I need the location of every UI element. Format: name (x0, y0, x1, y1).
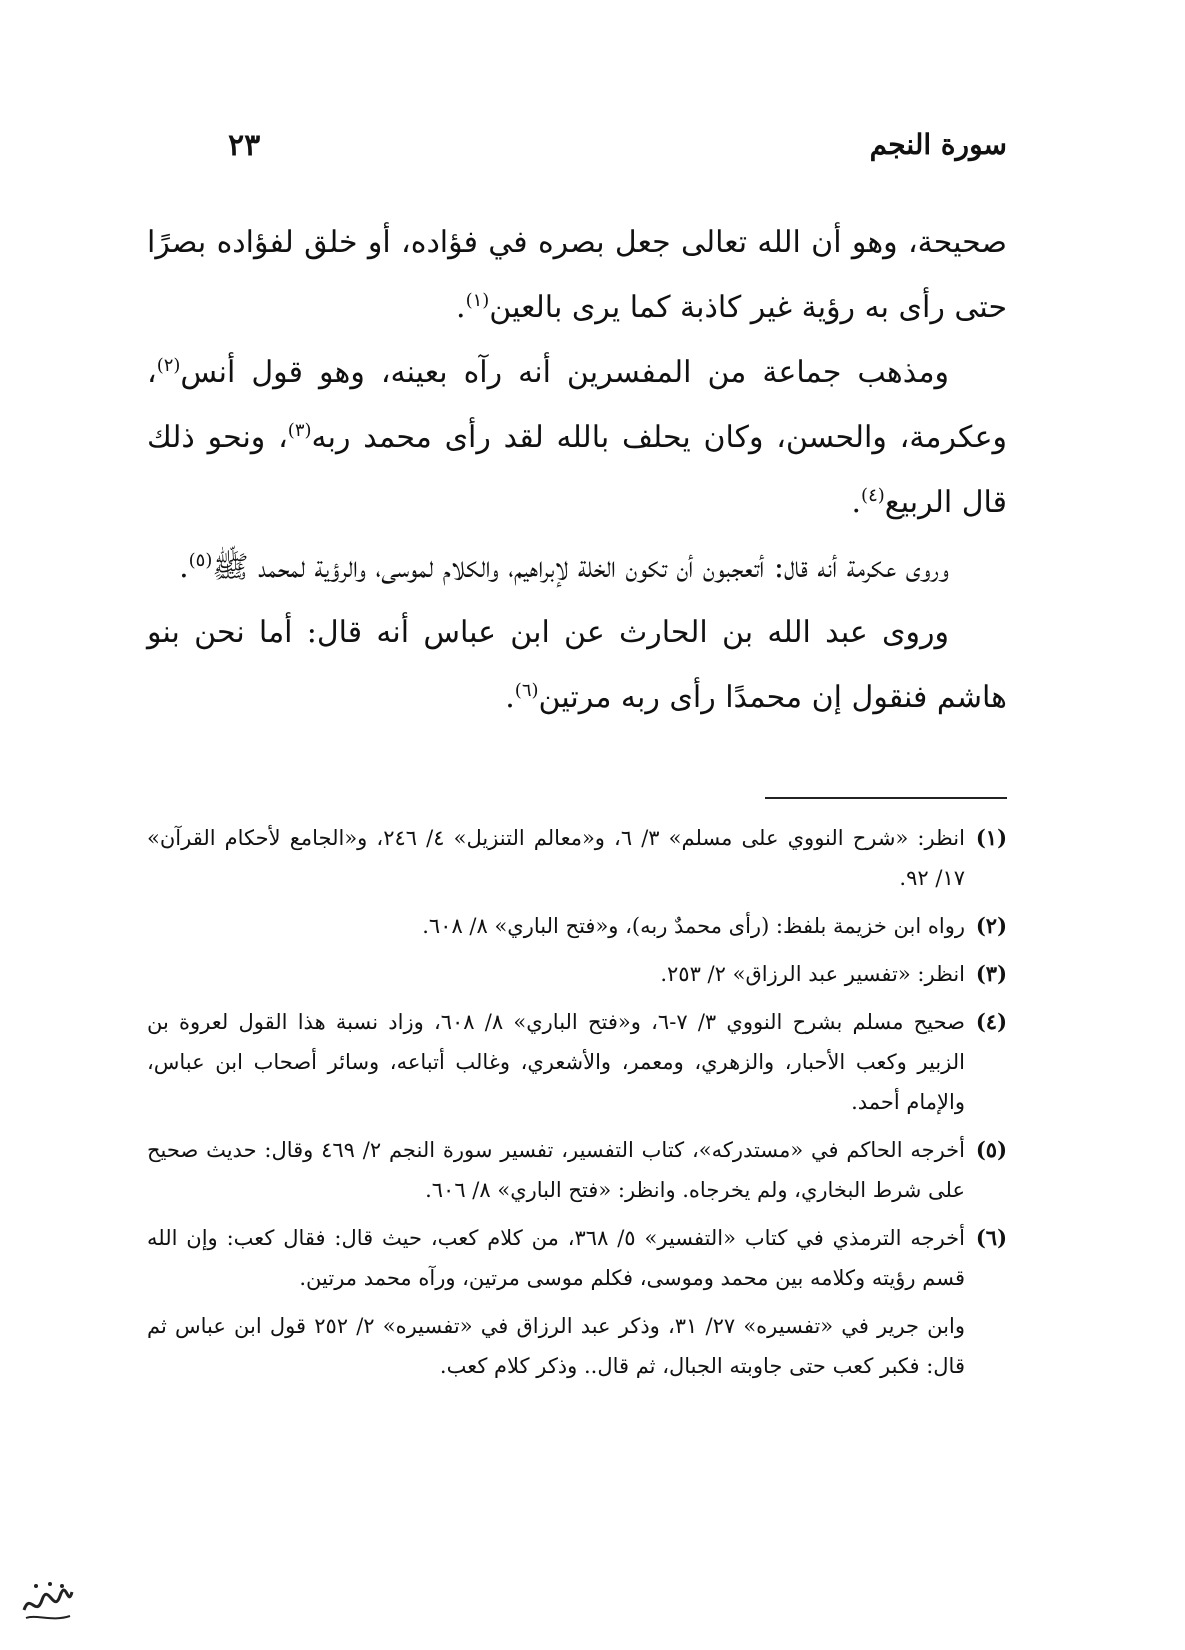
paragraph-3: وروى عكرمة أنه قال: أتعجبون أن تكون الخلة لإبراهيم، والكلام لموسى، والرؤية لمحمد ﷺ$^{(٥)}$. (179, 550, 949, 585)
page-number: ٢٣ (228, 128, 261, 163)
paragraph-1: صحيحة، وهو أن الله تعالى جعل بصره في فؤاده، أو خلق لفؤاده بصرًا حتى رأى به رؤية غير كاذبة كما يرى بالعين$^{(١)}$. (147, 225, 1007, 325)
footnote-ref-4: (٤) (861, 485, 885, 506)
footnote-separator (765, 797, 1007, 799)
footnote-1 (147, 818, 1007, 898)
footnote-number: (٥) (975, 1137, 1007, 1162)
footnote-ref-2: (٢) (156, 355, 181, 376)
footnote-number: (٦) (975, 1225, 1007, 1250)
footnote-text: صحيح مسلم بشرح النووي ٣/ ٧-٦، و«فتح الباري» ٨/ ٦٠٨، وزاد نسبة هذا القول لعروة بن الزبير وكعب الأحبار، والزهري، ومعمر، والأشعري، وغالب أتباعه، وسائر أصحاب ابن عباس، والإمام أحمد. (147, 1010, 965, 1114)
footnote-text: انظر: «شرح النووي على مسلم» ٣/ ٦، و«معالم التنزيل» ٤/ ٢٤٦، و«الجامع لأحكام القرآن» ١٧/ ٩٢. (147, 826, 965, 890)
footnote-text: انظر: «تفسير عبد الرزاق» ٢/ ٢٥٣. (660, 962, 965, 986)
footnote-ref-3: (٣) (287, 420, 312, 441)
footnote-6 (147, 1218, 1007, 1298)
footnote-number: (٢) (975, 913, 1007, 938)
footnote-ref-5: (٥) (188, 550, 213, 571)
footnote-ref-6: (٦) (514, 680, 539, 701)
footnote-text: أخرجه الحاكم في «مستدركه»، كتاب التفسير، تفسير سورة النجم ٢/ ٤٦٩ وقال: حديث صحيح على شرط البخاري، ولم يخرجاه. وانظر: «فتح الباري» ٨/ ٦٠٦. (147, 1138, 965, 1202)
footnote-number: (١) (975, 825, 1007, 850)
footnote-3 (147, 954, 1007, 994)
footnote-text: رواه ابن خزيمة بلفظ: (رأى محمدٌ ربه)، و«فتح الباري» ٨/ ٦٠٨. (422, 914, 965, 938)
paragraph-4: وروى عبد الله بن الحارث عن ابن عباس أنه قال: أما نحن بنو هاشم فنقول إن محمدًا رأى ربه مرتين$^{(٦)}$. (147, 615, 1007, 715)
page-header (210, 128, 1007, 172)
surah-title: سورة النجم (869, 128, 1007, 161)
footnotes (147, 818, 1007, 1386)
footnote-text: أخرجه الترمذي في كتاب «التفسير» ٥/ ٣٦٨، من كلام كعب، حيث قال: فقال كعب: وإن الله قسم رؤيته وكلامه بين محمد وموسى، فكلم موسى مرتين، ورآه محمد مرتين. (147, 1226, 965, 1290)
footnote-2 (147, 906, 1007, 946)
footnote-number: (٣) (975, 961, 1007, 986)
publisher-logo-icon (16, 1570, 76, 1630)
paragraph-2: ومذهب جماعة من المفسرين أنه رآه بعينه، وهو قول أنس$^{(٢)}$، وعكرمة، والحسن، وكان يحلف بالله لقد رأى محمد ربه$^{(٣)}$، ونحو ذلك قال الربيع$^{(٤)}$. (147, 355, 1007, 520)
footnote-ref-1: (١) (465, 290, 490, 311)
footnote-5 (147, 1130, 1007, 1210)
footnote-continuation: وابن جرير في «تفسيره» ٢٧/ ٣١، وذكر عبد الرزاق في «تفسيره» ٢/ ٢٥٢ قول ابن عباس ثم قال: فكبر كعب حتى جاوبته الجبال، ثم قال.. وذكر كلام كعب. (147, 1314, 965, 1378)
footnote-4 (147, 1002, 1007, 1122)
main-text (147, 210, 1007, 730)
footnote-number: (٤) (975, 1009, 1007, 1034)
